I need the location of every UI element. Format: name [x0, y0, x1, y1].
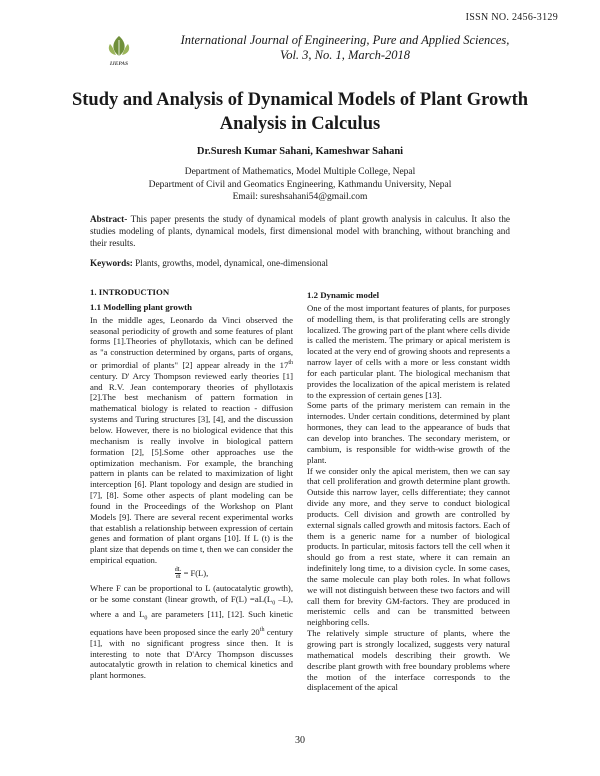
abstract-text: This paper presents the study of dynamical models of plant growth analysis in calculus. It also the studies modeling of plants, dynamical models, first dimensional model with branching, without branching and their results. [90, 214, 510, 248]
keywords [90, 257, 510, 269]
affiliations [0, 166, 600, 204]
journal-name: International Journal of Engineering, Pure and Applied Sciences, [180, 33, 510, 47]
body-paragraph-free-boundary: The relatively simple structure of plants, where the growing part is strongly localized, suggests very natural mathematical models describing their growth. We describe plant growth with free boundary problems where the motion of the interface corresponds to the displacement of the apical [307, 628, 510, 693]
keywords-label: Keywords: [90, 258, 133, 268]
body-paragraph-intro: In the middle ages, Leonardo da Vinci observed the seasonal periodicity of growth and some features of plant forms [1].Theories of phyllotaxis, which can be defined as "a construction determined by organs, parts of organs, or primordial of plants" [2] appear already in the 17th century. D' Arcy Thompson reviewed early theories [1] and R.V. Jean contemporary theories of phyllotaxis [2].The best mechanism of pattern formation in mathematical biology is related to reaction - diffusion systems and Turing structures [3], [4], and the discussion below. However, there is no biological evidence that this mechanism is really involve in biological pattern formation [2], [5].Some other approaches use the optimization mechanism. For example, the branching pattern in plants can be related to maximization of light interception [6]. Plant topology and design are studied in [7], [8]. Some other aspects of plant modeling can be found in the Proceedings of the Workshop on Plant Models [9]. There are several recent experimental works that establish a relationship between expression of certain genes and formation of plant organs [10]. If L (t) is the plant size that depends on time t, then we can consider the empirical equation. [90, 314, 293, 566]
left-column [90, 287, 293, 681]
page-number: 30 [295, 735, 305, 746]
leaf-emblem-icon [109, 36, 129, 56]
subsection-heading-dynamic-model: 1.2 Dynamic model [307, 290, 380, 300]
author-email: Email: sureshsahani54@gmail.com [232, 192, 368, 202]
subsection-heading-modelling: 1.1 Modelling plant growth [90, 301, 192, 312]
abstract-label: Abstract- [90, 214, 128, 224]
right-column [307, 290, 510, 693]
section-heading-introduction: 1. INTRODUCTION [90, 287, 170, 297]
journal-volume: Vol. 3, No. 1, March-2018 [279, 48, 411, 62]
abstract [90, 213, 510, 249]
journal-logo [104, 34, 134, 68]
paper-title: Study and Analysis of Dynamical Models of Plant Growth Analysis in Calculus [71, 90, 529, 134]
body-paragraph-growth: Where F can be proportional to L (autocatalytic growth), or be some constant (linear growth, of $F(L) =aL(L_0$ –L), where a and $L_0$ are parameters [11], [12]. Such kinetic equations have been proposed since the early 20th century [1], with no significant progress since then. It is interesting to note that D'Arcy Thompson discusses autocatalytic growth in relation to chemical kinetics and plant hormones. [90, 582, 293, 681]
keywords-text: Plants, growths, model, dynamical, one-dimensional [132, 258, 329, 268]
affiliation-2: Department of Civil and Geomatics Engineering, Kathmandu University, Nepal [148, 179, 452, 190]
growth-equation: $\frac{dL}{dt}$ = F(L), [174, 566, 209, 581]
paper-authors: Dr.Suresh Kumar Sahani, Kameshwar Sahani [196, 146, 404, 157]
equation-fraction: $\frac{dL}{dt}$ [174, 566, 182, 581]
journal-header [145, 33, 545, 63]
logo-text: IJEPAS [109, 61, 129, 67]
affiliation-1: Department of Mathematics, Model Multiple College, Nepal [184, 167, 416, 177]
body-paragraph-meristem: One of the most important features of plants, for purposes of modelling them, is that proliferating cells are strongly localized. The growing part of the plant where cells divide is called the meristem. The primary or apical meristem is located at the very end of growing shoots and represents a narrow layer of cells with a more or less constant width for each particular plant. The biological mechanism that provides the localization of the apical meristem is related to the expression of certain genes [13]. [307, 302, 510, 400]
issn-number: ISSN NO. 2456-3129 [465, 12, 558, 23]
body-paragraph-cell-proliferation: If we consider only the apical meristem, then we can say that cell proliferation and growth determine plant growth. Outside this narrow layer, cells differentiate; they cannot divide any more, and they serve to conduct biological products. Cell division and growth are controlled by external signals called growth and mitosis factors. Each of them is a generic name for a number of biological products. In particular, mitosis factors tell the cell when it should go from a rest state, where it can remain an indefinitely long time, to a division cycle. In some cases, the same molecule can play both roles. In what follows we will not distinguish between these two factors and will call them for brevity GM-factors. They are produced in meristemic cells and can be transmitted between neighboring cells. [307, 465, 510, 628]
body-paragraph-internodes: Some parts of the primary meristem can remain in the internodes. Under certain conditions, determined by plant hormones, they can lead to the appearance of buds that can develop into branches. The secondary meristem, or cambium, is responsible for width-wise growth of the plant. [307, 400, 510, 465]
